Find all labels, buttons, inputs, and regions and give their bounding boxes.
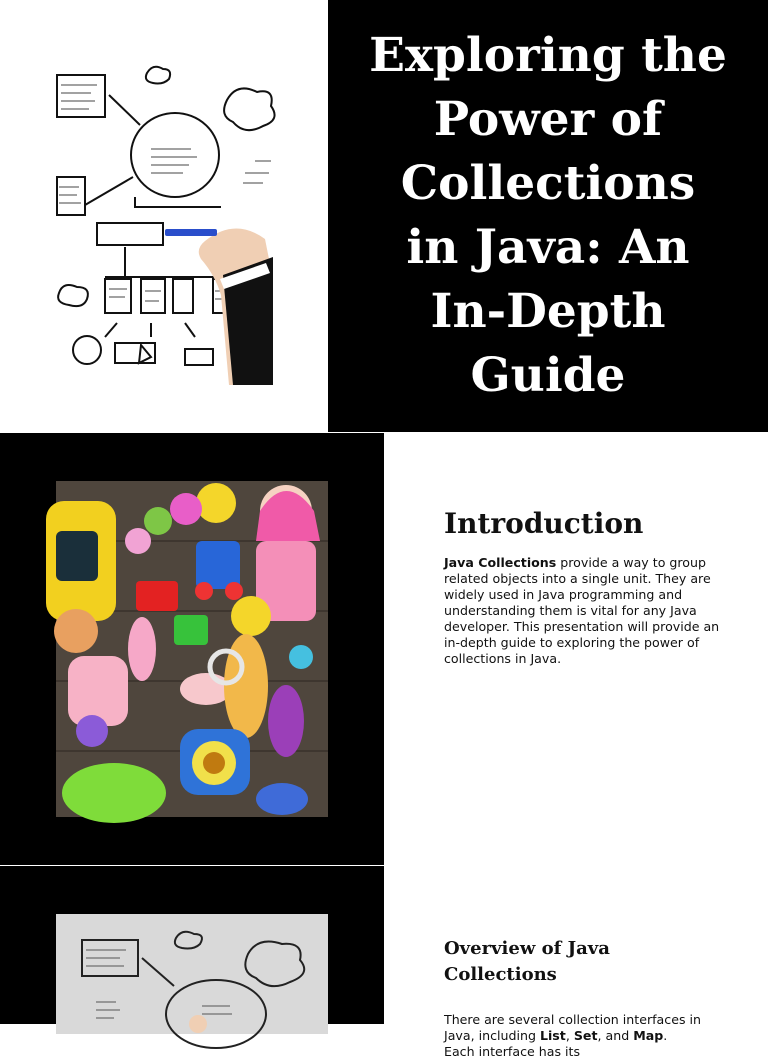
flowchart-sketch-image xyxy=(55,65,273,385)
overview-body-cut-line: Each interface has its xyxy=(444,1044,581,1059)
overview-heading: Overview of Java Collections xyxy=(444,938,610,985)
separator: , and xyxy=(597,1028,634,1043)
flowchart-sketch-drawing xyxy=(55,65,273,385)
list-term: List xyxy=(539,1028,566,1043)
presentation-title: Exploring the Power of Collections in Java: An In-Depth Guide xyxy=(369,28,727,403)
title-panel xyxy=(328,0,768,432)
overview-text-column xyxy=(444,936,724,1060)
map-term: Map xyxy=(633,1028,664,1043)
flowchart-sketch-photo xyxy=(56,914,328,1034)
overview-body-start: There are several collection interfaces in Java, including xyxy=(444,1012,701,1043)
introduction-text-column xyxy=(444,505,724,667)
java-collections-bold: Java Collections xyxy=(444,555,557,570)
separator: , xyxy=(565,1028,574,1043)
period: . xyxy=(663,1028,668,1043)
toys-photo-drawing xyxy=(56,481,328,817)
slide-introduction xyxy=(0,433,768,865)
set-term: Set xyxy=(573,1028,598,1043)
introduction-paragraph xyxy=(444,555,724,667)
introduction-body: provide a way to group related objects into a single unit. They are widely used in Java programming and understanding them is vital for any Java developer. This presentation will provide an in-depth guide to exploring the power of collections in Java. xyxy=(444,555,720,666)
overview-paragraph xyxy=(444,1012,724,1060)
slide-title xyxy=(0,0,768,432)
toys-photo xyxy=(56,481,328,817)
slide-overview xyxy=(0,866,768,1059)
introduction-heading: Introduction xyxy=(444,507,644,540)
flowchart-sketch-photo-drawing xyxy=(56,914,328,1034)
